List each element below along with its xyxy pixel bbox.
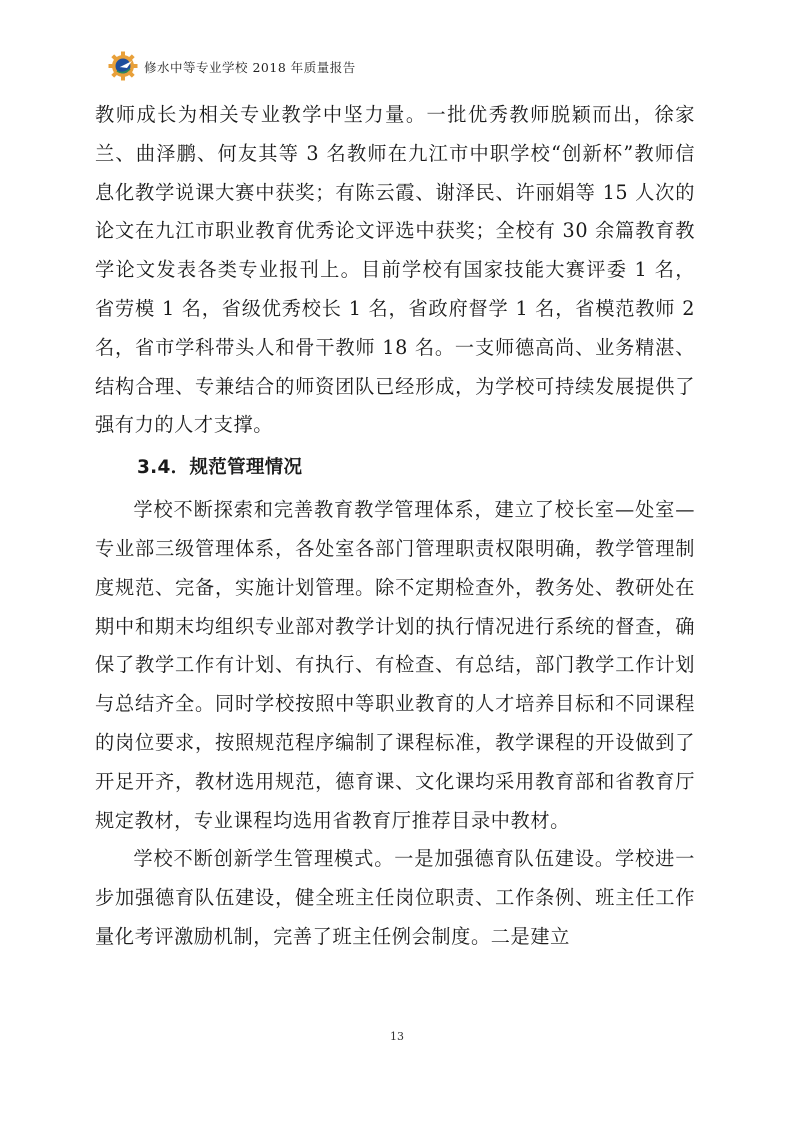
body-paragraph: 学校不断创新学生管理模式。一是加强德育队伍建设。学校进一步加强德育队伍建设，健全班主任岗位职责、工作条例、班主任工作量化考评激励机制，完善了班主任例会制度。二是建立 — [95, 847, 695, 948]
body-paragraph: 学校不断探索和完善教育教学管理体系，建立了校长室—处室—专业部三级管理体系，各处室各部门管理职责权限明确，教学管理制度规范、完备，实施计划管理。除不定期检查外，教务处、教研处在期中和期末均组织专业部对教学计划的执行情况进行系统的督查，确保了教学工作有计划、有执行、有检查、有总结，部门教学工作计划与总结齐全。同时学校按照中等职业教育的人才培养目标和不同课程的岗位要求，按照规范程序编制了课程标准，教学课程的开设做到了开足开齐，教材选用规范，德育课、文化课均采用教育部和省教育厅规定教材，专业课程均选用省教育厅推荐目录中教材。 — [95, 498, 695, 832]
page-number: 13 — [390, 1030, 404, 1043]
report-title: 修水中等专业学校 2018 年质量报告 — [144, 60, 356, 75]
body-paragraph: 教师成长为相关专业教学中坚力量。一批优秀教师脱颖而出，徐家兰、曲泽鹏、何友其等 3 名教师在九江市中职学校“创新杯”教师信息化教学说课大赛中获奖；有陈云霞、谢泽民、许丽娟等 15 人次的论文在九江市职业教育优秀论文评选中获奖；全校有 30 余篇教育教学论文发表各类专业报刊上。目前学校有国家技能大赛评委 1 名，省劳模 1 名，省级优秀校长 1 名，省政府督学 1 名，省模范教师 2 名，省市学科带头人和骨干教师 18 名。一支师德高尚、业务精湛、结构合理、专兼结合的师资团队已经形成，为学校可持续发展提供了强有力的人才支撑。 — [95, 103, 695, 437]
page-body — [95, 96, 695, 957]
section-heading: 3.4．规范管理情况 — [137, 457, 303, 479]
page-header — [108, 48, 356, 84]
school-gear-logo-icon — [108, 51, 138, 81]
